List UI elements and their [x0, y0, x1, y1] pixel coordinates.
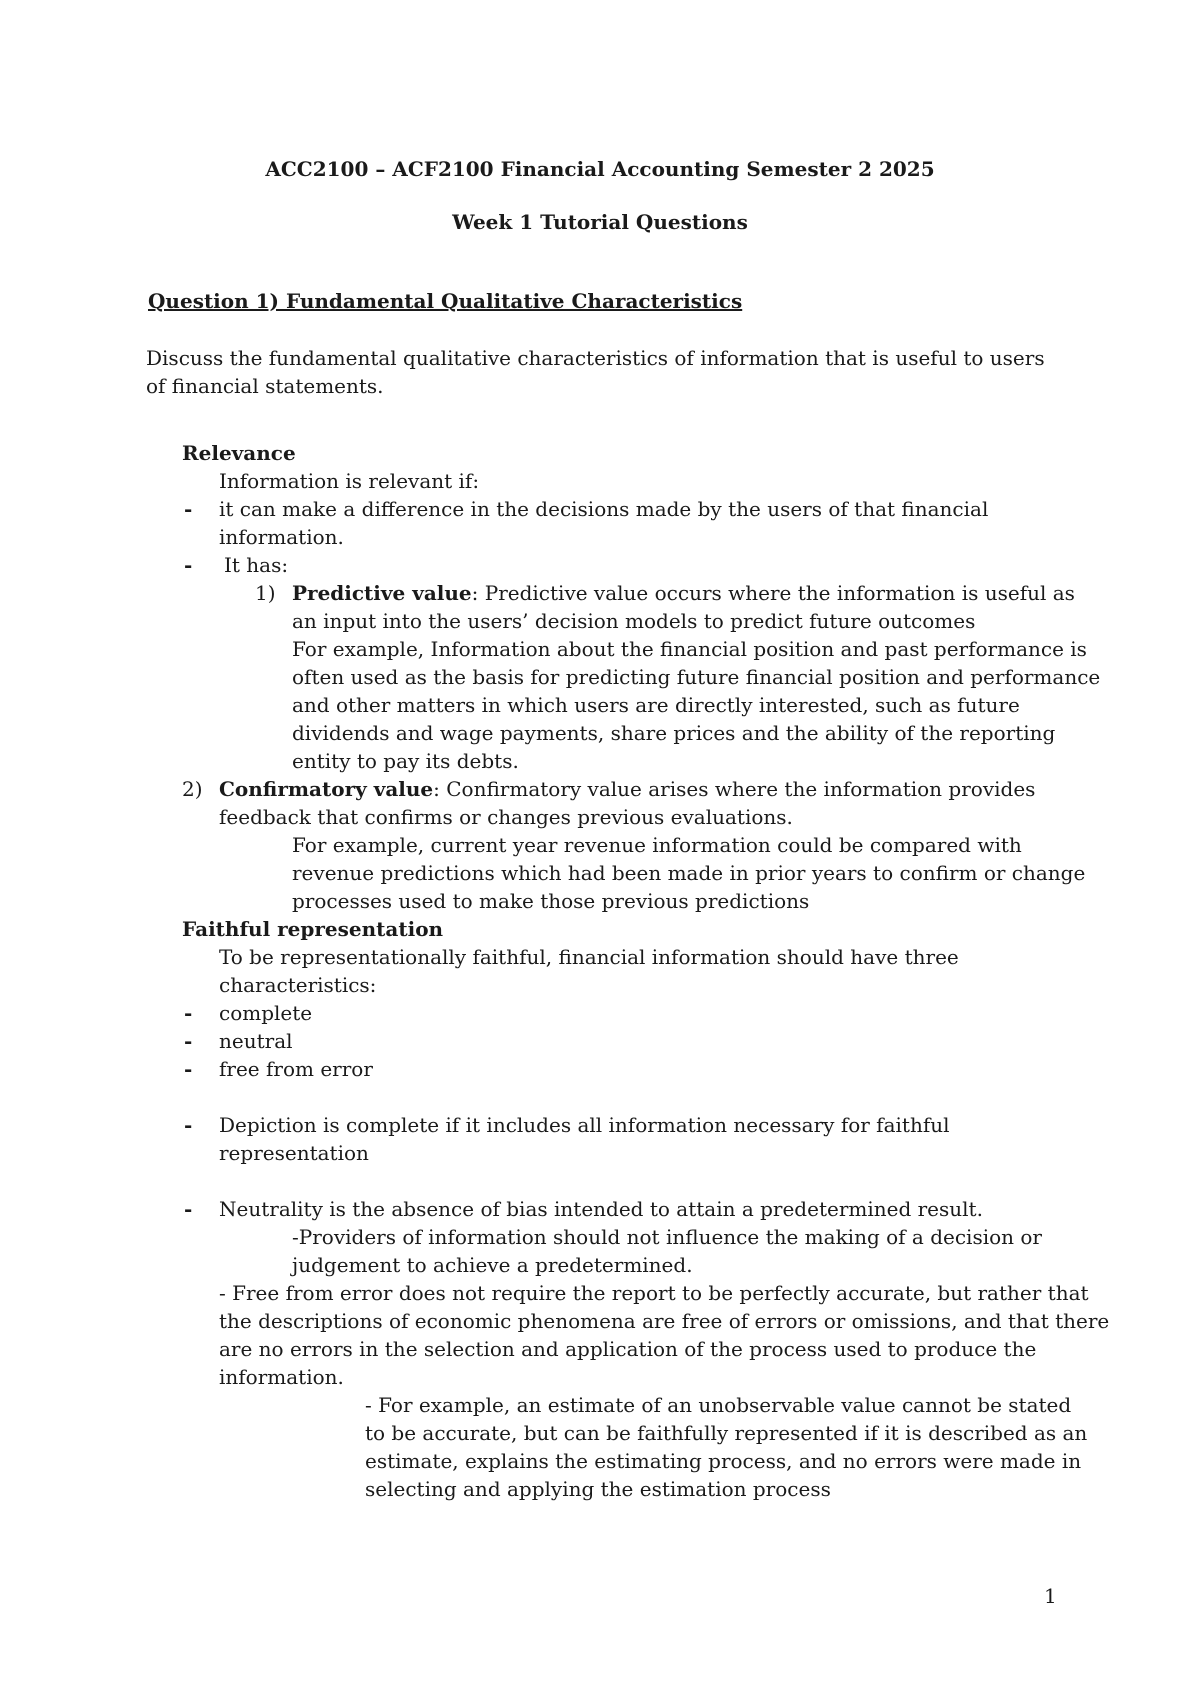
bullet-dash: -	[184, 1057, 193, 1081]
confirmatory-value-text: feedback that confirms or changes previous evaluations.	[219, 805, 793, 829]
document-subtitle: Week 1 Tutorial Questions	[452, 210, 748, 234]
error-text: the descriptions of economic phenomena are free of errors or omissions, and that there	[219, 1309, 1110, 1333]
predictive-value-text: an input into the users’ decision models to predict future outcomes	[292, 609, 976, 633]
relevance-heading: Relevance	[182, 441, 296, 465]
example-text: to be accurate, but can be faithfully represented if it is described as an	[365, 1421, 1088, 1445]
example-text: selecting and applying the estimation process	[365, 1477, 831, 1501]
characteristic-item: neutral	[219, 1029, 293, 1053]
predictive-value-text: entity to pay its debts.	[292, 749, 519, 773]
predictive-value-text: and other matters in which users are directly interested, such as future	[292, 693, 1020, 717]
error-text: are no errors in the selection and application of the process used to produce the	[219, 1337, 1037, 1361]
predictive-value-line	[292, 581, 1075, 605]
document-title: ACC2100 – ACF2100 Financial Accounting Semester 2 2025	[265, 157, 935, 181]
bullet-dash: -	[184, 1197, 193, 1221]
predictive-value-text: For example, Information about the financial position and past performance is	[292, 637, 1087, 661]
relevance-lead: Information is relevant if:	[219, 469, 480, 493]
relevance-bullet-text: it can make a difference in the decisions made by the users of that financial	[219, 497, 989, 521]
bullet-dash: -	[184, 1001, 193, 1025]
example-text: estimate, explains the estimating process, and no errors were made in	[365, 1449, 1082, 1473]
intro-line: of financial statements.	[146, 374, 384, 398]
bullet-dash: -	[184, 497, 193, 521]
confirmatory-value-text: revenue predictions which had been made in prior years to confirm or change	[292, 861, 1086, 885]
bullet-dash: -	[184, 1113, 193, 1137]
bullet-dash: -	[184, 553, 193, 577]
error-text: - Free from error does not require the report to be perfectly accurate, but rather that	[219, 1281, 1089, 1305]
faithful-lead: characteristics:	[219, 973, 377, 997]
predictive-value-definition: : Predictive value occurs where the information is useful as	[471, 581, 1075, 605]
predictive-value-term: Predictive value	[292, 581, 472, 605]
page-number: 1	[1044, 1584, 1057, 1608]
relevance-bullet-text: It has:	[224, 553, 289, 577]
neutral-text: Neutrality is the absence of bias intended to attain a predetermined result.	[219, 1197, 983, 1221]
faithful-heading: Faithful representation	[182, 917, 444, 941]
faithful-lead: To be representationally faithful, financial information should have three	[219, 945, 959, 969]
bullet-dash: -	[184, 1029, 193, 1053]
example-text: - For example, an estimate of an unobservable value cannot be stated	[365, 1393, 1072, 1417]
relevance-bullet-text: information.	[219, 525, 344, 549]
confirmatory-value-text: processes used to make those previous predictions	[292, 889, 810, 913]
complete-text: representation	[219, 1141, 369, 1165]
predictive-number: 1)	[255, 581, 276, 605]
neutral-subtext: judgement to achieve a predetermined.	[292, 1253, 693, 1277]
question-heading: Question 1) Fundamental Qualitative Characteristics	[148, 289, 743, 313]
confirmatory-number: 2)	[182, 777, 203, 801]
error-text: information.	[219, 1365, 344, 1389]
confirmatory-value-line	[219, 777, 1035, 801]
predictive-value-text: dividends and wage payments, share prices and the ability of the reporting	[292, 721, 1056, 745]
characteristic-item: complete	[219, 1001, 313, 1025]
complete-text: Depiction is complete if it includes all information necessary for faithful	[219, 1113, 950, 1137]
confirmatory-value-term: Confirmatory value	[219, 777, 434, 801]
predictive-value-text: often used as the basis for predicting future financial position and performance	[292, 665, 1101, 689]
confirmatory-value-definition: : Confirmatory value arises where the information provides	[433, 777, 1036, 801]
neutral-subtext: -Providers of information should not influence the making of a decision or	[292, 1225, 1042, 1249]
confirmatory-value-text: For example, current year revenue information could be compared with	[292, 833, 1022, 857]
characteristic-item: free from error	[219, 1057, 373, 1081]
intro-line: Discuss the fundamental qualitative characteristics of information that is useful to users	[146, 346, 1045, 370]
